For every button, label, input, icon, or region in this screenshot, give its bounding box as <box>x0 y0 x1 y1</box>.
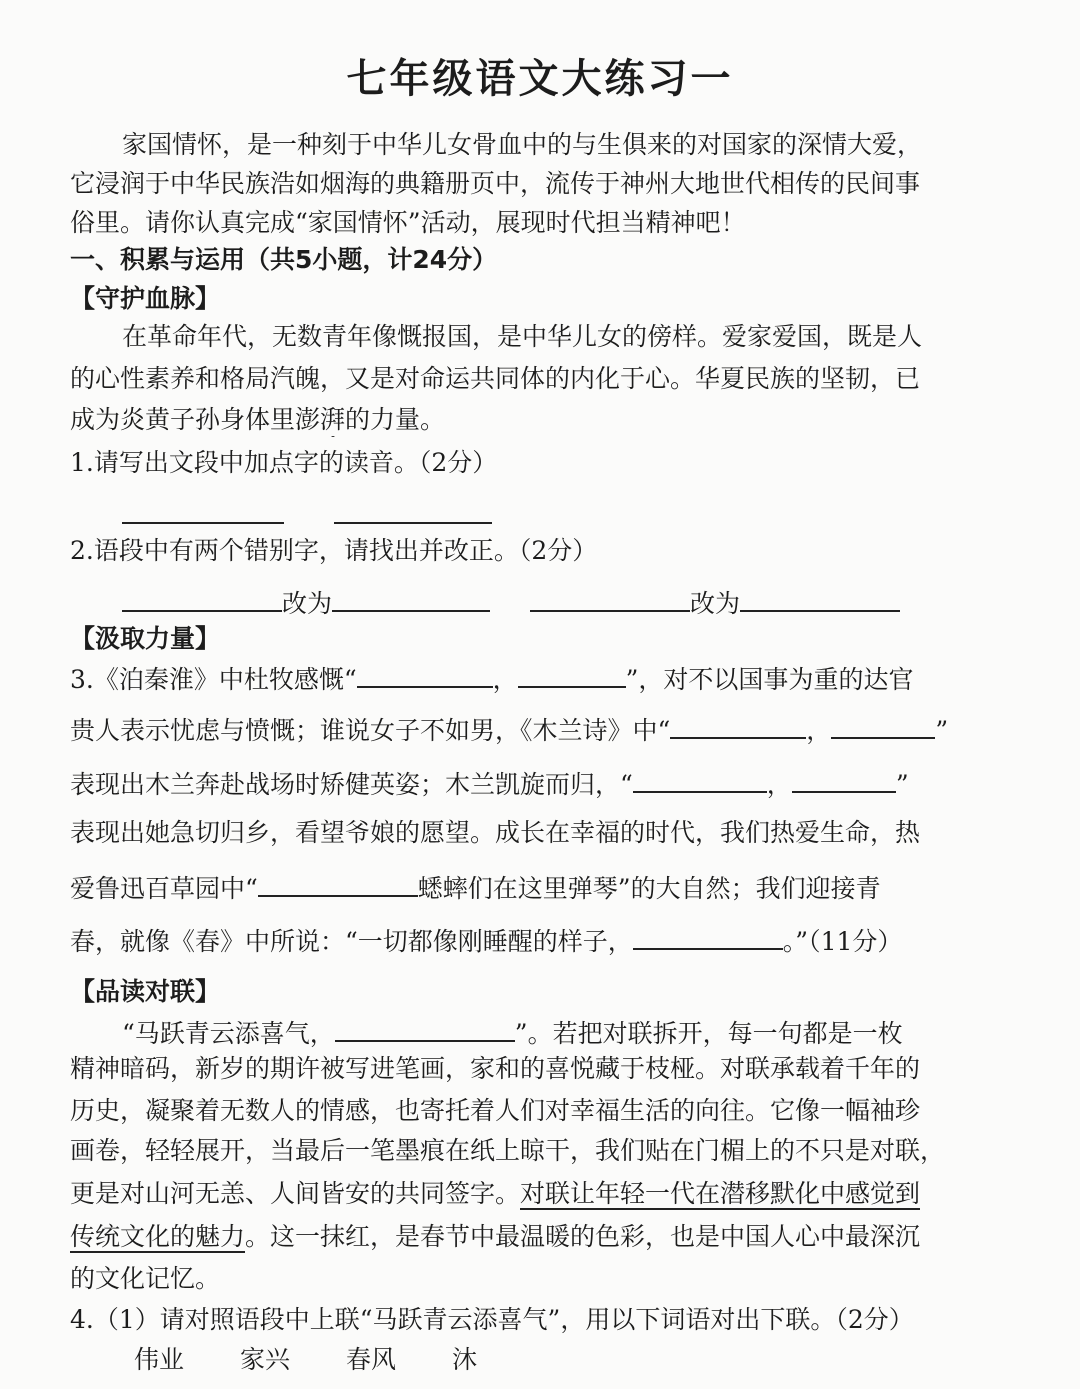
answer-blank[interactable] <box>335 1014 515 1042</box>
question-4: 4.（1）请对照语段中上联“马跃青云添喜气”，用以下词语对出下联。（2分） <box>70 1305 914 1334</box>
word-option: 春风 <box>346 1345 397 1374</box>
underlined-sentence: 传统文化的魅力 <box>70 1222 246 1251</box>
answer-blank[interactable] <box>740 584 900 612</box>
answer-blank[interactable] <box>530 584 690 612</box>
answer-blank[interactable] <box>334 496 492 524</box>
answer-blank[interactable] <box>258 869 418 897</box>
q3-text: 3.《泊秦淮》中杜牧感慨“ <box>70 665 357 694</box>
answer-blank[interactable] <box>831 711 935 739</box>
intro-line: 俗里。请你认真完成“家国情怀”活动，展现时代担当精神吧！ <box>70 208 746 237</box>
dotted-char: 湃 <box>320 405 346 434</box>
answer-blank[interactable] <box>633 922 783 950</box>
change-to-label: 改为 <box>282 589 333 618</box>
intro-line: 家国情怀，是一种刻于中华儿女骨血中的与生俱来的对国家的深情大爱， <box>122 130 923 159</box>
answer-blank[interactable] <box>518 660 626 688</box>
comma: ， <box>766 770 792 799</box>
part-heading: 【守护血脉】 <box>70 284 221 313</box>
passage-text: 成为炎黄子孙身体里澎 <box>70 405 321 434</box>
q3-line <box>70 660 980 697</box>
answer-blank[interactable] <box>122 496 284 524</box>
passage-line: 历史，凝聚着无数人的情感，也寄托着人们对幸福生活的向往。它像一幅袖珍 <box>70 1096 921 1125</box>
q3-text: ”，对不以国事为重的达官 <box>625 665 914 694</box>
q3-line <box>70 869 980 906</box>
comma: ， <box>492 665 518 694</box>
part-heading: 【汲取力量】 <box>70 624 221 653</box>
answer-blank[interactable] <box>633 765 767 793</box>
passage-line: 的心性素养和格局汽魄，又是对命运共同体的内化于心。华夏民族的坚韧，已 <box>70 364 921 393</box>
q3-text: 爱鲁迅百草园中“ <box>70 874 258 903</box>
word-option: 家兴 <box>240 1345 291 1374</box>
part-heading: 【品读对联】 <box>70 977 221 1006</box>
answer-blank[interactable] <box>357 660 493 688</box>
q3-line <box>70 765 980 802</box>
passage-line: 的文化记忆。 <box>70 1264 221 1293</box>
q3-text: 蟋蟀们在这里弹琴”的大自然；我们迎接青 <box>417 874 881 903</box>
close-quote: ” <box>935 716 949 745</box>
q3-text: 。”（11分） <box>782 927 903 956</box>
comma: ， <box>806 716 832 745</box>
answer-blank[interactable] <box>122 584 282 612</box>
q3-text: 春，就像《春》中所说：“一切都像刚睡醒的样子， <box>70 927 633 956</box>
question-2: 2.语段中有两个错别字，请找出并改正。（2分） <box>70 536 598 565</box>
passage-line <box>70 403 980 437</box>
passage-line <box>70 1177 980 1211</box>
answer-blank[interactable] <box>670 711 806 739</box>
q3-text: 贵人表示忧虑与愤慨；谁说女子不如男，《木兰诗》中“ <box>70 716 671 745</box>
section-heading: 一、积累与运用（共5小题，计24分） <box>70 245 498 274</box>
passage-text: ”。若把对联拆开，每一句都是一枚 <box>514 1019 903 1048</box>
word-options <box>134 1343 834 1377</box>
answer-blank[interactable] <box>332 584 490 612</box>
passage-text: 的力量。 <box>345 405 446 434</box>
passage-line <box>70 1014 1032 1051</box>
word-option: 沐 <box>452 1345 478 1374</box>
change-to-label: 改为 <box>690 589 741 618</box>
q1-answer-row <box>122 496 1032 533</box>
word-option: 伟业 <box>134 1345 185 1374</box>
question-1: 1.请写出文段中加点字的读音。（2分） <box>70 448 498 477</box>
q3-line <box>70 711 980 748</box>
q3-text: 表现出木兰奔赴战场时矫健英姿；木兰凯旋而归，“ <box>70 770 633 799</box>
passage-line: 画卷，轻轻展开，当最后一笔墨痕在纸上晾干，我们贴在门楣上的不只是对联， <box>70 1136 946 1165</box>
passage-line: 精神暗码，新岁的期许被写进笔画，家和的喜悦藏于枝桠。对联承载着千年的 <box>70 1054 921 1083</box>
underlined-sentence: 对联让年轻一代在潜移默化中感觉到 <box>520 1179 921 1208</box>
passage-line <box>70 1220 980 1254</box>
passage-text: “马跃青云添喜气， <box>122 1019 335 1048</box>
q2-answer-row <box>122 584 982 621</box>
passage-line: 在革命年代，无数青年像慨报国，是中华儿女的傍样。爱家爱国，既是人 <box>122 322 923 351</box>
q3-line <box>70 922 980 959</box>
close-quote: ” <box>895 770 909 799</box>
intro-line: 它浸润于中华民族浩如烟海的典籍册页中，流传于神州大地世代相传的民间事 <box>70 169 921 198</box>
passage-text: 。这一抹红，是春节中最温暖的色彩，也是中国人心中最深沉 <box>245 1222 921 1251</box>
page-title: 七年级语文大练习一 <box>346 56 734 102</box>
passage-text: 更是对山河无恙、人间皆安的共同签字。 <box>70 1179 521 1208</box>
answer-blank[interactable] <box>792 765 896 793</box>
q3-line: 表现出她急切归乡，看望爷娘的愿望。成长在幸福的时代，我们热爱生命，热 <box>70 818 921 847</box>
